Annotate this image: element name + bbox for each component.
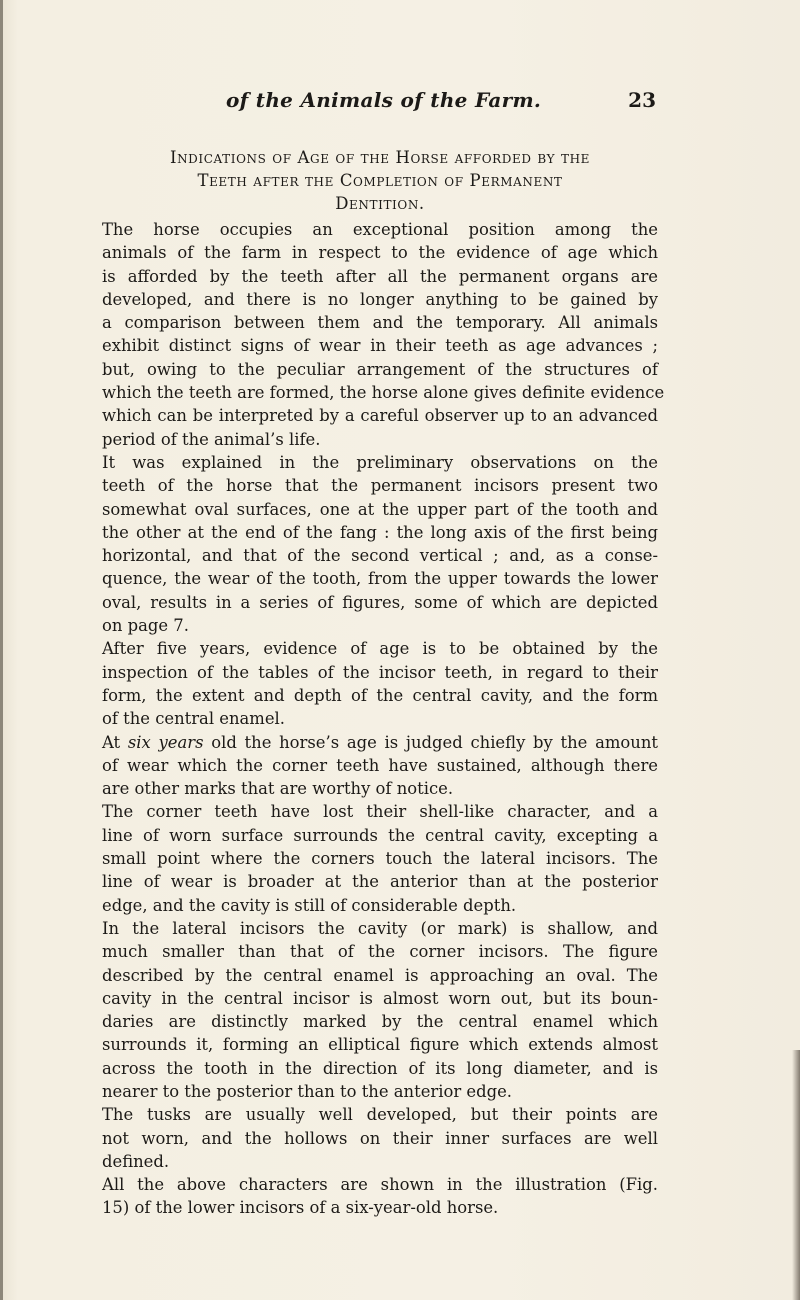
text-line-six-years — [102, 731, 658, 754]
page-number: 23 — [628, 88, 656, 112]
text-line: of wear which the corner teeth have sustained, although there — [102, 755, 658, 775]
text-line: The tusks are usually well developed, but their points are — [102, 1105, 658, 1125]
text-line: 15) of the lower incisors of a six-year-old horse. — [102, 1198, 499, 1218]
text-line: much smaller than that of the corner incisors. The figure — [102, 942, 658, 962]
text-line: surrounds it, forming an elliptical figure which extends almost — [102, 1035, 658, 1055]
text-line: horizontal, and that of the second vertical ; and, as a conse- — [102, 546, 658, 566]
text-line: The horse occupies an exceptional position among the — [102, 220, 658, 239]
text-line: exhibit distinct signs of wear in their teeth as age advances ; — [102, 336, 658, 356]
text-line: but, owing to the peculiar arrangement of the structures of — [102, 359, 658, 379]
text-line: daries are distinctly marked by the central enamel which — [102, 1012, 658, 1032]
text-line: It was explained in the preliminary observations on the — [102, 452, 658, 472]
body-text — [102, 218, 665, 1220]
text-line: oval, results in a series of figures, some of which are depicted — [102, 592, 658, 612]
page-edge-shadow — [792, 1050, 800, 1300]
text-line: nearer to the posterior than to the anterior edge. — [102, 1081, 512, 1101]
text-line: small point where the corners touch the lateral incisors. The — [102, 849, 658, 869]
text-line: form, the extent and depth of the central cavity, and the form — [102, 685, 658, 705]
text-line: period of the animal’s life. — [102, 429, 321, 449]
text-line: teeth of the horse that the permanent incisors present two — [102, 476, 658, 496]
text-line: inspection of the tables of the incisor teeth, in regard to their — [102, 662, 658, 682]
text-line: quence, the wear of the tooth, from the upper towards the lower — [102, 569, 658, 589]
section-heading — [102, 146, 658, 215]
text-line: cavity in the central incisor is almost worn out, but its boun- — [102, 988, 658, 1008]
text-line: somewhat oval surfaces, one at the upper part of the tooth and — [102, 499, 658, 519]
text-line: line of worn surface surrounds the central cavity, excepting a — [102, 825, 658, 845]
text-line: across the tooth in the direction of its long diameter, and is — [102, 1058, 658, 1078]
text-line: edge, and the cavity is still of considerable depth. — [102, 895, 517, 915]
text-line: All the above characters are shown in the illustration (Fig. — [102, 1175, 658, 1195]
text-line: which the teeth are formed, the horse alone gives definite evidence — [102, 383, 665, 403]
page-gutter-edge — [0, 0, 3, 1300]
text-line: line of wear is broader at the anterior than at the posterior — [102, 872, 658, 892]
text-line: defined. — [102, 1151, 170, 1171]
text-line: animals of the farm in respect to the evidence of age which — [102, 243, 658, 263]
text-line: developed, and there is no longer anything to be gained by — [102, 289, 658, 309]
running-head: of the Animals of the Farm. — [226, 88, 542, 112]
text-line: are other marks that are worthy of notice. — [102, 779, 454, 799]
heading-line: Indications of Age of the Horse afforded by the — [169, 148, 591, 167]
text-line: the other at the end of the fang : the long axis of the first being — [102, 522, 658, 542]
heading-line: Dentition. — [335, 194, 425, 213]
text-line: The corner teeth have lost their shell-like character, and a — [102, 802, 658, 822]
text-line: After five years, evidence of age is to be obtained by the — [102, 639, 658, 659]
text-line: a comparison between them and the temporary. All animals — [102, 313, 658, 333]
text-line: on page 7. — [102, 616, 189, 636]
text-line: which can be interpreted by a careful observer up to an advanced — [102, 406, 658, 426]
heading-line: Teeth after the Completion of Permanent — [197, 171, 563, 190]
text-line: In the lateral incisors the cavity (or mark) is shallow, and — [102, 918, 658, 938]
six-years-prefix: At — [102, 732, 121, 752]
six-years-rest: old the horse’s age is judged chiefly by the amount — [211, 732, 658, 752]
text-line: described by the central enamel is approaching an oval. The — [102, 965, 658, 985]
six-years-italic: six years — [127, 732, 204, 752]
text-line: is afforded by the teeth after all the permanent organs are — [102, 266, 658, 286]
text-line: of the central enamel. — [102, 709, 286, 729]
text-line: not worn, and the hollows on their inner surfaces are well — [102, 1128, 658, 1148]
